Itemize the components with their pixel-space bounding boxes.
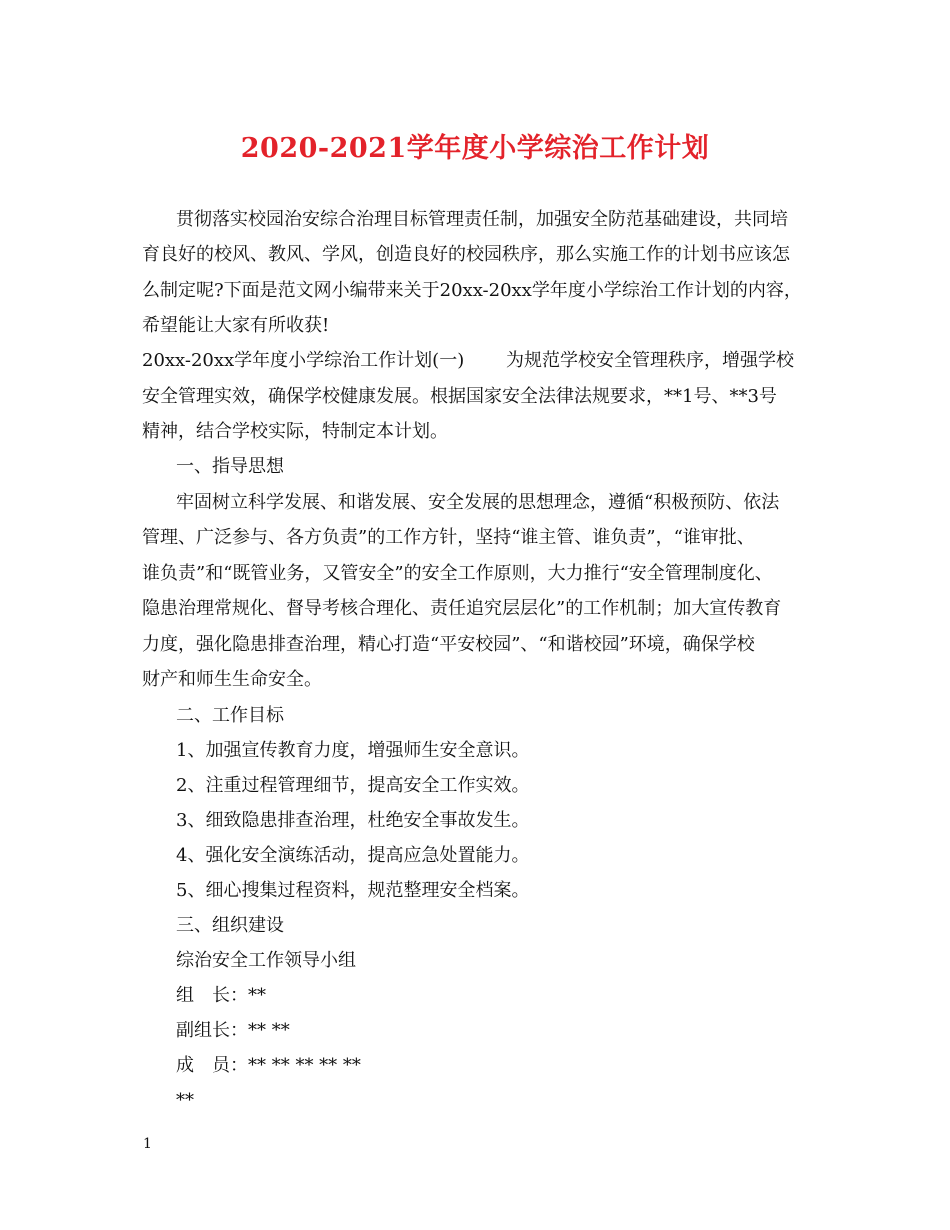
paragraph-line: 力度，强化隐患排查治理，精心打造“平安校园”、“和谐校园”环境，确保学校 [142,634,755,655]
paragraph-line: 希望能让大家有所收获! [142,315,330,336]
paragraph-line: 牢固树立科学发展、和谐发展、安全发展的思想理念，遵循“积极预防、依法 [176,492,780,513]
list-item: 5、细心搜集过程资料，规范整理安全档案。 [176,880,530,901]
list-item: 1、加强宣传教育力度，增强师生安全意识。 [176,740,530,761]
member-line: 副组长：** ** [176,1020,290,1041]
list-item: 3、细致隐患排查治理，杜绝安全事故发生。 [176,810,530,831]
list-item: 4、强化安全演练活动，提高应急处置能力。 [176,845,530,866]
page-number: 1 [143,1136,152,1152]
member-line: 成 员：** ** ** ** ** [176,1055,361,1076]
paragraph-line: 综治安全工作领导小组 [176,950,356,971]
section-heading: 三、组织建设 [176,915,284,936]
paragraph-line: 么制定呢?下面是范文网小编带来关于20xx-20xx学年度小学综治工作计划的内容， [142,280,802,301]
paragraph-line: 育良好的校风、教风、学风，创造良好的校园秩序，那么实施工作的计划书应该怎 [142,244,790,265]
paragraph-line: 谁负责”和“既管业务，又管安全”的安全工作原则，大力推行“安全管理制度化、 [142,563,773,584]
paragraph-line: 贯彻落实校园治安综合治理目标管理责任制，加强安全防范基础建设，共同培 [176,209,788,230]
section-heading: 二、工作目标 [176,705,284,726]
member-line: 组 长：** [176,985,266,1006]
member-line: ** [176,1090,194,1111]
paragraph-line: 财产和师生生命安全。 [142,669,322,690]
list-item: 2、注重过程管理细节，提高安全工作实效。 [176,775,530,796]
paragraph-line: 隐患治理常规化、督导考核合理化、责任追究层层化”的工作机制；加大宣传教育 [142,598,782,619]
section-heading: 一、指导思想 [176,456,284,477]
paragraph-line: 20xx-20xx学年度小学综治工作计划(一) 为规范学校安全管理秩序，增强学校 [142,350,794,371]
paragraph-line: 精神，结合学校实际，特制定本计划。 [142,421,448,442]
document-title: 2020-2021学年度小学综治工作计划 [240,133,710,164]
paragraph-line: 管理、广泛参与、各方负责”的工作方针，坚持“谁主管、谁负责”，“谁审批、 [142,527,755,548]
paragraph-line: 安全管理实效，确保学校健康发展。根据国家安全法律法规要求，**1号、**3号 [142,386,777,407]
